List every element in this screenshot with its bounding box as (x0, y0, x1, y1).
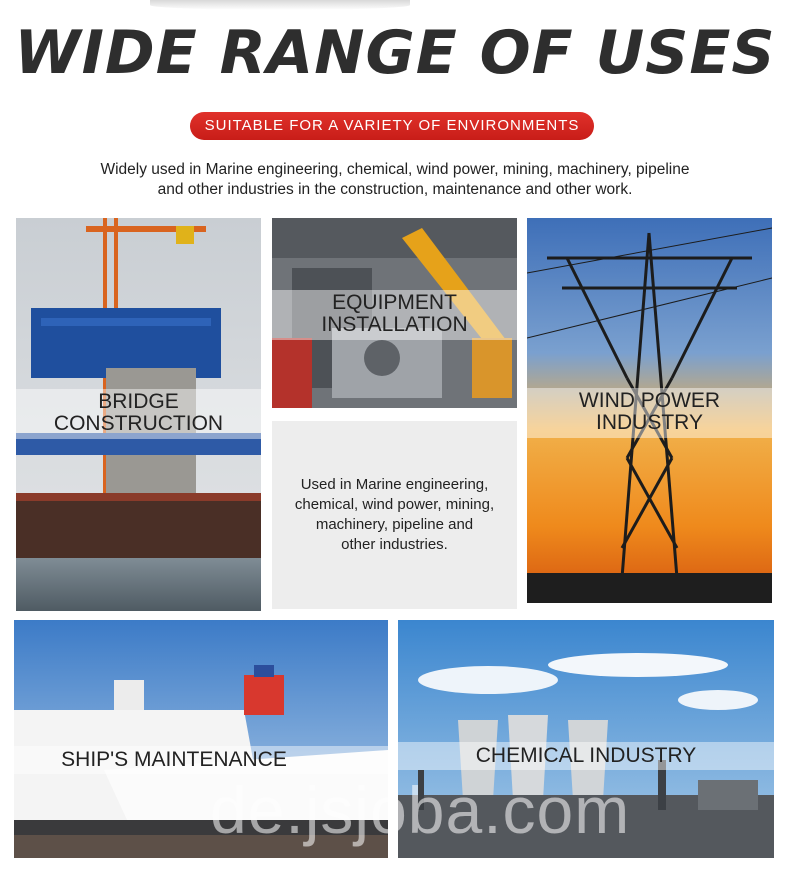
equipment-installation-tile (272, 218, 517, 408)
uses-text-line-3: machinery, pipeline and (315, 516, 474, 533)
wind-power-tile (527, 218, 772, 603)
uses-text-line-2: chemical, wind power, mining, (294, 496, 495, 513)
page-headline: WIDE RANGE OF USES (14, 18, 776, 88)
wind-power-label: WIND POWER INDUSTRY (527, 388, 772, 438)
intro-line-2: and other industries in the construction, maintenance and other work. (157, 181, 633, 198)
intro-text (40, 160, 750, 200)
equipment-installation-label: EQUIPMENT INSTALLATION (272, 290, 517, 340)
bridge-construction-tile (16, 218, 261, 611)
uses-text-line-1: Used in Marine engineering, (300, 476, 489, 493)
intro-line-1: Widely used in Marine engineering, chemical, wind power, mining, machinery, pipeline (100, 161, 690, 178)
watermark: de.jsjoba.com (210, 773, 631, 847)
environment-badge: SUITABLE FOR A VARIETY OF ENVIRONMENTS (190, 112, 594, 140)
uses-text-line-4: other industries. (341, 536, 448, 553)
bridge-construction-label: BRIDGE CONSTRUCTION (16, 389, 261, 439)
uses-text-box (272, 421, 517, 609)
ship-maintenance-label: SHIP'S MAINTENANCE (14, 746, 388, 774)
top-shadow (150, 0, 410, 10)
chemical-industry-label: CHEMICAL INDUSTRY (398, 742, 774, 770)
